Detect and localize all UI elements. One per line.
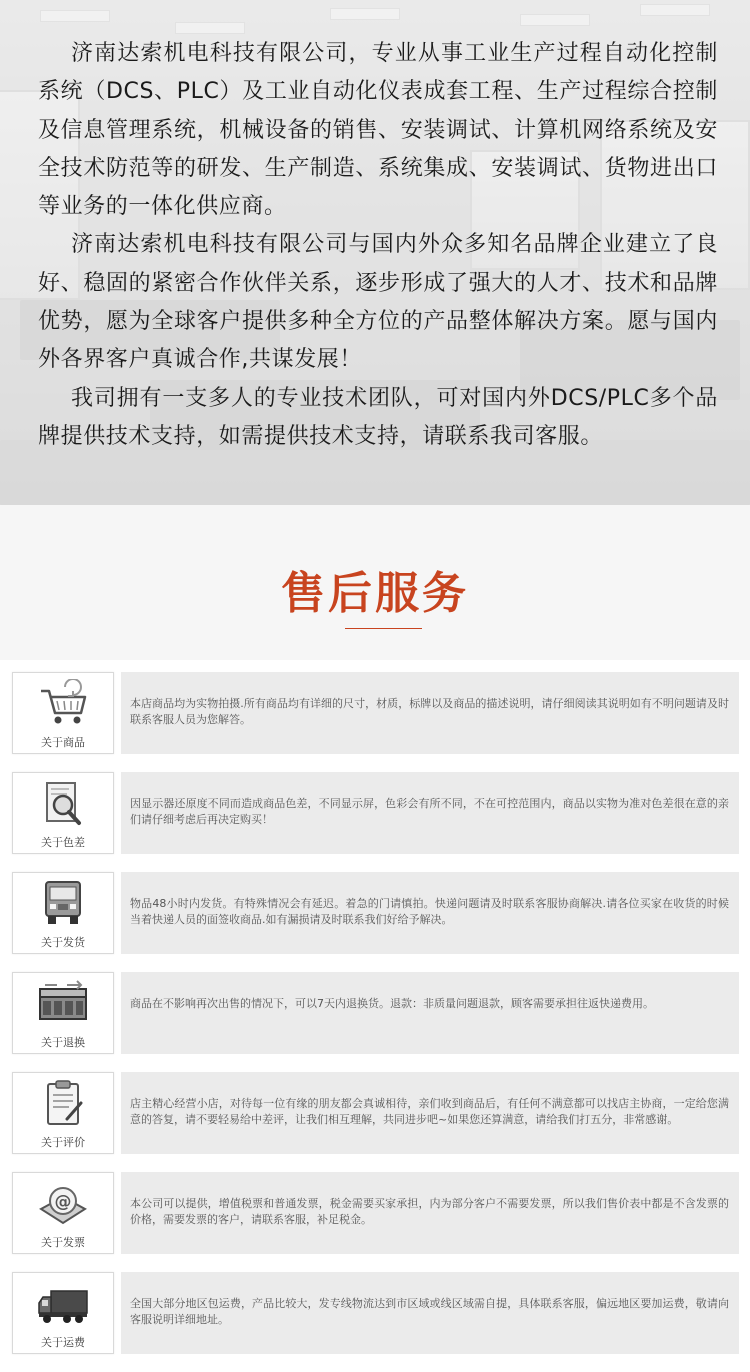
service-description	[121, 972, 739, 1054]
service-icon-card	[12, 1072, 114, 1154]
service-text: 全国大部分地区包运费，产品比较大，发专线物流达到市区域或线区域需自提，具体联系客服，偏远地区要加运费，敬请向客服说明详细地址。	[130, 1297, 729, 1326]
service-description	[121, 672, 739, 754]
service-item-reviews	[12, 1072, 739, 1154]
service-caption: 关于色差	[41, 836, 85, 849]
after-sales-heading	[0, 505, 750, 660]
service-caption: 关于退换	[41, 1036, 85, 1049]
service-item-returns	[12, 972, 739, 1054]
service-description	[121, 872, 739, 954]
service-description	[121, 1272, 739, 1354]
return-box-icon	[37, 979, 89, 1029]
clipboard-icon	[37, 1079, 89, 1129]
service-icon-card	[12, 872, 114, 954]
service-caption: 关于发票	[41, 1236, 85, 1249]
service-item-invoice	[12, 1172, 739, 1254]
svg-text:@: @	[54, 1192, 72, 1212]
service-item-freight	[12, 1272, 739, 1354]
service-icon-card	[12, 772, 114, 854]
delivery-truck-front-icon	[37, 879, 89, 929]
company-intro-text	[38, 35, 718, 456]
service-item-shipping	[12, 872, 739, 954]
service-caption: 关于商品	[41, 736, 85, 749]
intro-paragraph-3: 我司拥有一支多人的专业技术团队，可对国内外DCS/PLC多个品牌提供技术支持，如需提供技术支持，请联系我司客服。	[38, 385, 718, 449]
freight-truck-icon	[37, 1279, 89, 1329]
service-icon-card	[12, 1272, 114, 1354]
service-text: 商品在不影响再次出售的情况下，可以7天内退换货。退款：非质量问题退款，顾客需要承担往返快递费用。	[130, 997, 654, 1010]
title-underline	[345, 628, 422, 629]
section-title: 售后服务	[281, 568, 469, 619]
service-caption: 关于发货	[41, 936, 85, 949]
service-description	[121, 772, 739, 854]
service-list	[0, 660, 750, 1372]
service-description	[121, 1172, 739, 1254]
service-icon-card	[12, 672, 114, 754]
intro-paragraph-2: 济南达索机电科技有限公司与国内外众多知名品牌企业建立了良好、稳固的紧密合作伙伴关系，逐步形成了强大的人才、技术和品牌优势，愿为全球客户提供多种全方位的产品整体解决方案。愿与国内外各界客户真诚合作,共谋发展！	[38, 232, 718, 373]
service-caption: 关于运费	[41, 1336, 85, 1349]
service-text: 本店商品均为实物拍摄.所有商品均有详细的尺寸，材质，标牌以及商品的描述说明，请仔细阅读其说明如有不明问题请及时联系客服人员为您解答。	[130, 697, 729, 726]
service-text: 因显示器还原度不同而造成商品色差，不同显示屏，色彩会有所不同，不在可控范围内，商品以实物为准对色差很在意的亲们请仔细考虑后再决定购买！	[130, 797, 729, 826]
service-icon-card	[12, 972, 114, 1054]
service-text: 本公司可以提供，增值税票和普通发票，税金需要买家承担，内为部分客户不需要发票，所以我们售价表中都是不含发票的价格，需要发票的客户，请联系客服，补足税金。	[130, 1197, 729, 1226]
service-item-product	[12, 672, 739, 754]
service-item-color	[12, 772, 739, 854]
invoice-email-icon	[37, 1179, 89, 1229]
company-intro-banner	[0, 0, 750, 505]
service-caption: 关于评价	[41, 1136, 85, 1149]
service-icon-card	[12, 1172, 114, 1254]
service-text: 物品48小时内发货。有特殊情况会有延迟。着急的门请慎拍。快递问题请及时联系客服协商解决.请各位买家在收货的时候当着快递人员的面签收商品.如有漏损请及时联系我们好给予解决。	[130, 897, 729, 926]
shopping-cart-icon	[37, 679, 89, 729]
intro-paragraph-1: 济南达索机电科技有限公司，专业从事工业生产过程自动化控制系统（DCS、PLC）及工业自动化仪表成套工程、生产过程综合控制及信息管理系统，机械设备的销售、安装调试、计算机网络系统及安全技术防范等的研发、生产制造、系统集成、安装调试、货物进出口等业务的一体化供应商。	[38, 41, 718, 220]
service-text: 店主精心经营小店，对待每一位有缘的朋友都会真诚相待，亲们收到商品后，有任何不满意都可以找店主协商，一定给您满意的答复，请不要轻易给中差评，让我们相互理解，共同进步吧~如果您还算满意，请给我们打五分，非常感谢。	[130, 1097, 729, 1126]
magnifier-icon	[37, 779, 89, 829]
service-description	[121, 1072, 739, 1154]
